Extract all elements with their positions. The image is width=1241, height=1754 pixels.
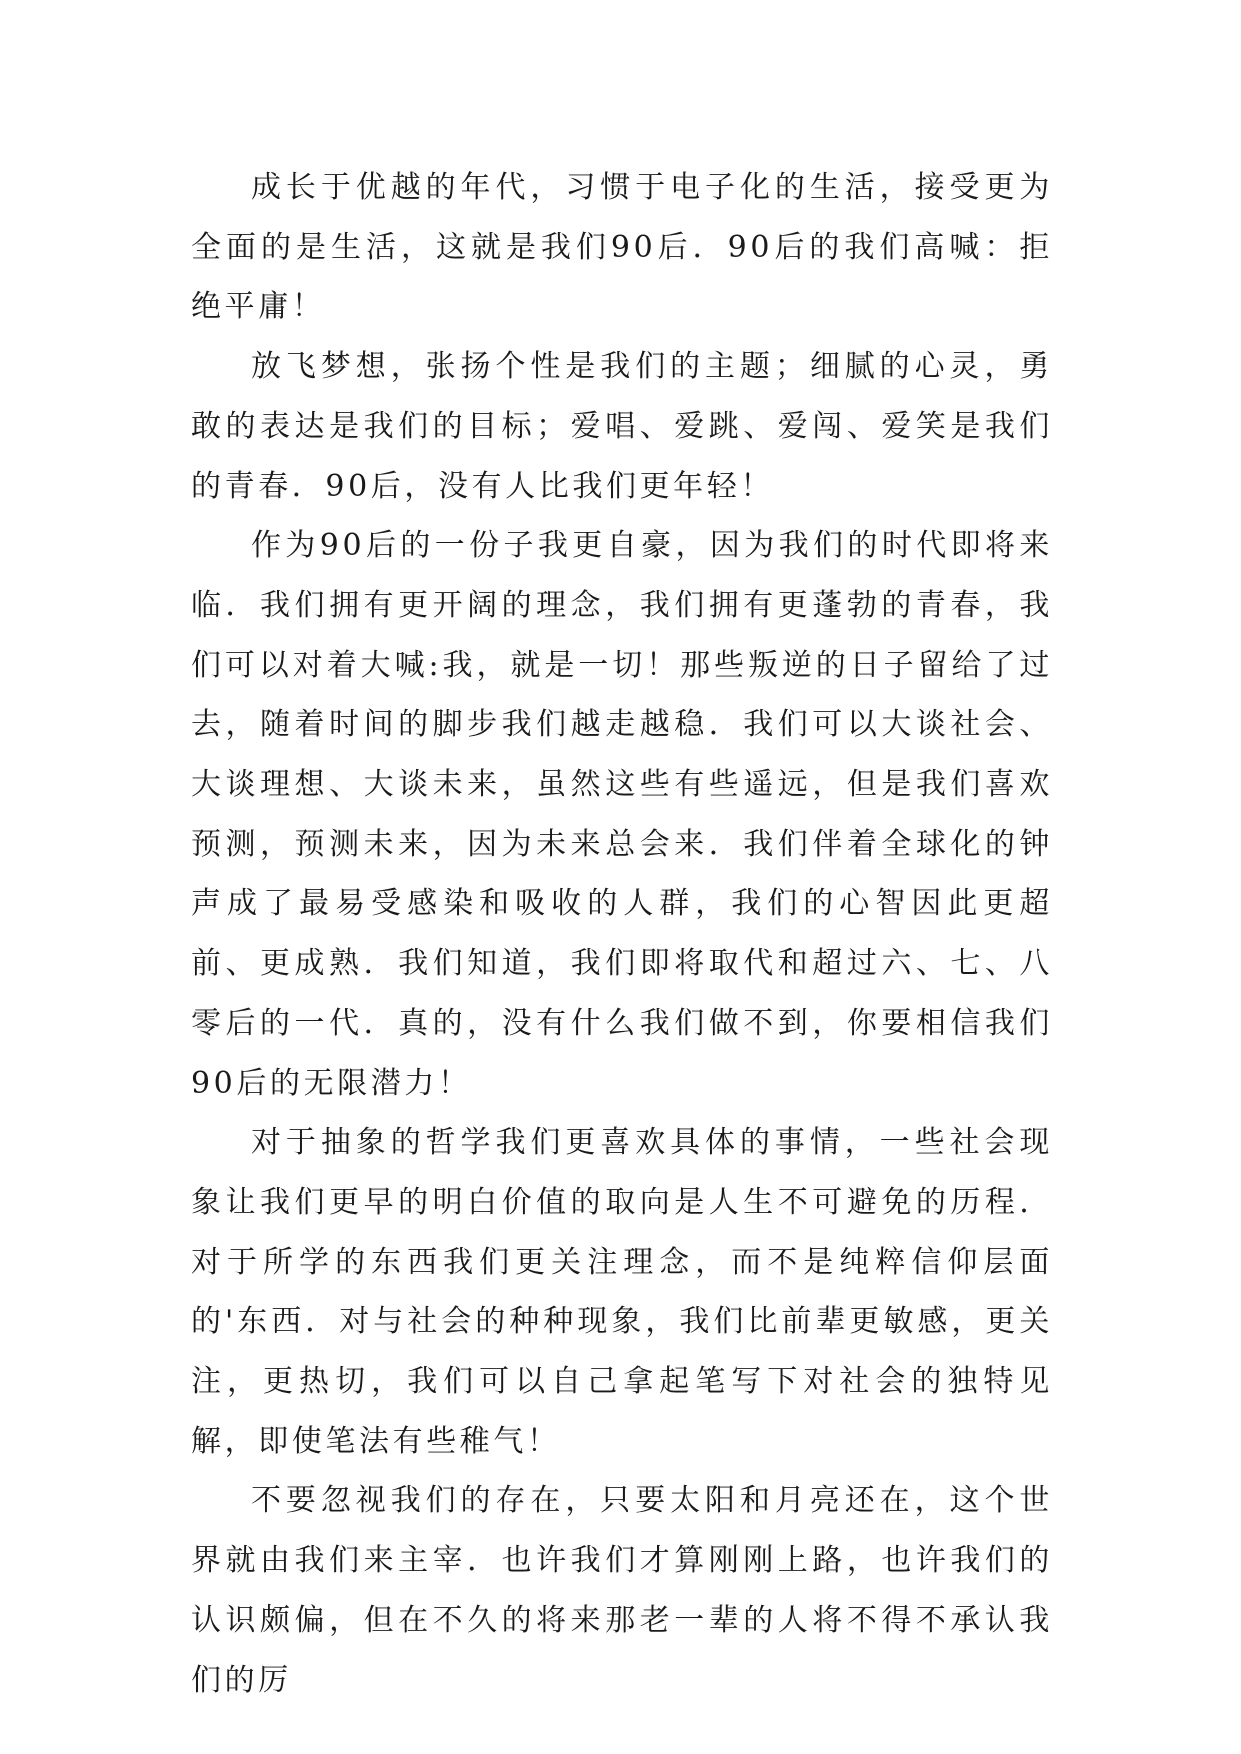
paragraph-5: 不要忽视我们的存在，只要太阳和月亮还在，这个世界就由我们来主宰．也许我们才算刚刚上路，也许我们的认识颇偏，但在不久的将来那老一辈的人将不得不承认我们的厉: [191, 1483, 1053, 1698]
paragraph-4: 对于抽象的哲学我们更喜欢具体的事情，一些社会现象让我们更早的明白价值的取向是人生不可避免的历程．对于所学的东西我们更关注理念，而不是纯粹信仰层面的'东西．对与社会的种种现象，我们比前辈更敏感，更关注，更热切，我们可以自己拿起笔写下对社会的独特见解，即使笔法有些稚气！: [191, 1125, 1053, 1459]
paragraph-2: 放飞梦想，张扬个性是我们的主题；细腻的心灵，勇敢的表达是我们的目标；爱唱、爱跳、爱闯、爱笑是我们的青春．90后，没有人比我们更年轻！: [191, 349, 1053, 504]
paragraph-1: 成长于优越的年代，习惯于电子化的生活，接受更为全面的是生活，这就是我们90后．90后的我们高喊：拒绝平庸！: [191, 170, 1053, 325]
document-body: [191, 158, 1053, 1710]
paragraph-3: 作为90后的一份子我更自豪，因为我们的时代即将来临．我们拥有更开阔的理念，我们拥有更蓬勃的青春，我们可以对着大喊:我，就是一切！那些叛逆的日子留给了过去，随着时间的脚步我们越走越稳．我们可以大谈社会、大谈理想、大谈未来，虽然这些有些遥远，但是我们喜欢预测，预测未来，因为未来总会来．我们伴着全球化的钟声成了最易受感染和吸收的人群，我们的心智因此更超前、更成熟．我们知道，我们即将取代和超过六、七、八零后的一代．真的，没有什么我们做不到，你要相信我们90后的无限潜力！: [191, 528, 1053, 1101]
